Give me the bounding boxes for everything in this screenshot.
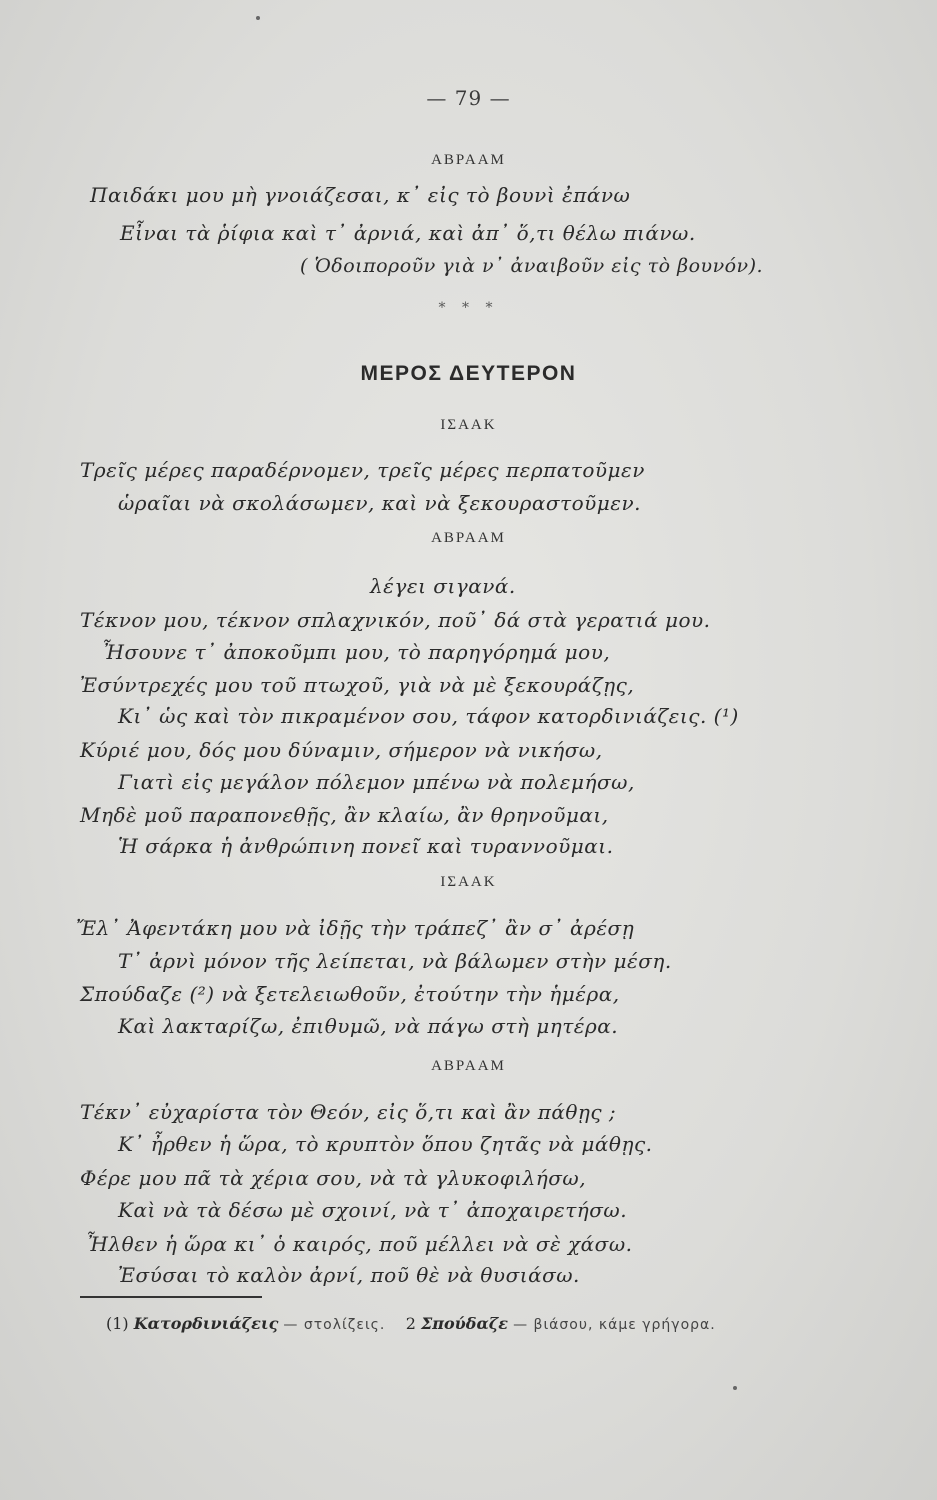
verse-line: Ἦσουνε τ᾿ ἀποκοῦμπι μου, τὸ παρηγόρημά μου,: [102, 640, 611, 664]
speaker-avraam-2: ΑΒΡΑΑΜ: [431, 530, 506, 546]
paper-speck: [256, 16, 260, 20]
verse-line: Τέκνον μου, τέκνον σπλαχνικόν, ποῦ᾿ δά στὰ γερατιά μου.: [80, 608, 711, 632]
verse-line: Τέκν᾿ εὐχαρίστα τὸν Θεόν, εἰς ὅ,τι καὶ ἂν πάθῃς ;: [80, 1100, 617, 1124]
verse-line: Εἶναι τὰ ῥίφια καὶ τ᾿ ἀρνιά, καὶ ἀπ᾿ ὅ,τι θέλω πιάνω.: [120, 221, 696, 245]
paper-speck: [733, 1386, 737, 1390]
verse-line: Ἡ σάρκα ἡ ἀνθρώπινη πονεῖ καὶ τυραννοῦμαι.: [118, 834, 614, 858]
verse-line: ὡραῖαι νὰ σκολάσωμεν, καὶ νὰ ξεκουραστοῦμεν.: [118, 491, 642, 515]
speaker-avraam-1: ΑΒΡΑΑΜ: [431, 152, 506, 168]
verse-line: Ἐσύσαι τὸ καλὸν ἀρνί, ποῦ θὲ νὰ θυσιάσω.: [118, 1263, 580, 1287]
verse-line: Παιδάκι μου μὴ γνοιάζεσαι, κ᾿ εἰς τὸ βουνὶ ἐπάνω: [90, 183, 631, 207]
footnote-2-mark: 2: [405, 1314, 416, 1333]
verse-line: Φέρε μου πᾶ τὰ χέρια σου, νὰ τὰ γλυκοφιλήσω,: [80, 1166, 587, 1190]
verse-line: Γιατὶ εἰς μεγάλον πόλεμον μπένω νὰ πολεμήσω,: [118, 770, 635, 794]
verse-line: Ἦλθεν ἡ ὥρα κι᾿ ὁ καιρός, ποῦ μέλλει νὰ σὲ χάσω.: [86, 1232, 633, 1256]
stage-direction: ( Ὁδοιποροῦν γιὰ ν᾿ ἀναιβοῦν εἰς τὸ βουνόν).: [300, 255, 764, 277]
section-separator: * * *: [438, 300, 499, 316]
verse-line: Ἔλ᾿ Ἀφεντάκη μου νὰ ἰδῇς τὴν τράπεζ᾿ ἂν σ᾿ ἀρέσῃ: [76, 916, 635, 940]
verse-line: Καὶ λακταρίζω, ἐπιθυμῶ, νὰ πάγω στὴ μητέρα.: [118, 1014, 619, 1038]
verse-line: Ἐσύντρεχές μου τοῦ πτωχοῦ, γιὰ νὰ μὲ ξεκουράζῃς,: [80, 673, 635, 697]
speaker-isaak-1: ΙΣΑΑΚ: [440, 417, 497, 433]
speaker-avraam-3: ΑΒΡΑΑΜ: [431, 1058, 506, 1074]
footnote-1-mark: (1): [106, 1314, 129, 1333]
verse-line: Σπούδαζε (²) νὰ ξετελειωθοῦν, ἐτούτην τὴν ἡμέρα,: [80, 982, 620, 1006]
verse-line: Κι᾿ ὡς καὶ τὸν πικραμένον σου, τάφον κατορδινιάζεις. (¹): [118, 704, 739, 728]
page-number: — 79 —: [426, 86, 511, 110]
stage-direction: λέγει σιγανά.: [370, 574, 516, 598]
speaker-isaak-2: ΙΣΑΑΚ: [440, 874, 497, 890]
footnote-2-term: Σπούδαζε: [420, 1314, 508, 1333]
verse-line: Μηδὲ μοῦ παραπονεθῇς, ἂν κλαίω, ἂν θρηνοῦμαι,: [80, 803, 609, 827]
part-title: ΜΕΡΟΣ ΔΕΥΤΕΡΟΝ: [360, 362, 577, 385]
verse-line: Τρεῖς μέρες παραδέρνομεν, τρεῖς μέρες περπατοῦμεν: [80, 458, 645, 482]
footnote-2-gloss: — βιάσου, κάμε γρήγορα.: [513, 1317, 716, 1333]
footnote-rule: [80, 1296, 262, 1298]
footnote-1-gloss: — στολίζεις.: [283, 1317, 386, 1333]
verse-line: Κύριέ μου, δός μου δύναμιν, σήμερον νὰ νικήσω,: [80, 738, 603, 762]
footnotes: [106, 1314, 716, 1333]
verse-line: Κ᾿ ἦρθεν ἡ ὥρα, τὸ κρυπτὸν ὅπου ζητᾶς νὰ μάθῃς.: [118, 1132, 653, 1156]
verse-line: Τ᾿ ἀρνὶ μόνον τῆς λείπεται, νὰ βάλωμεν στὴν μέση.: [118, 949, 672, 973]
footnote-1-term: Κατορδινιάζεις: [133, 1314, 279, 1333]
verse-line: Καὶ νὰ τὰ δέσω μὲ σχοινί, νὰ τ᾿ ἀποχαιρετήσω.: [118, 1198, 628, 1222]
